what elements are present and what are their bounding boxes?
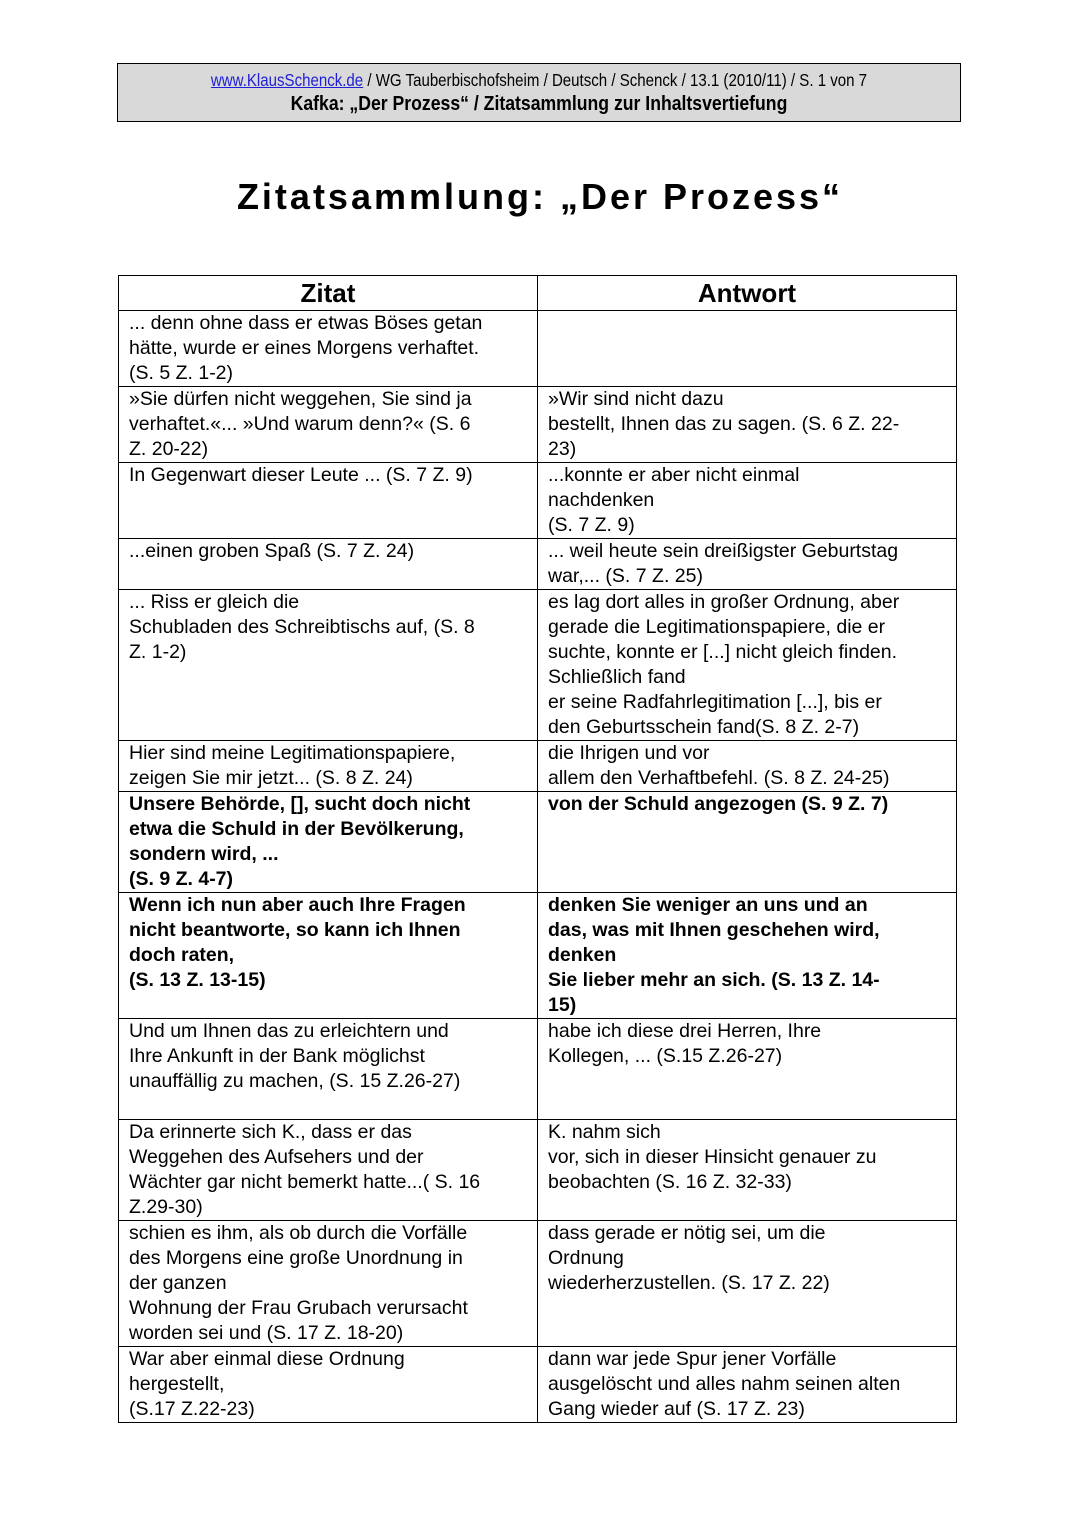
zitat-cell: Hier sind meine Legitimationspapiere, zeigen Sie mir jetzt... (S. 8 Z. 24) <box>119 741 538 792</box>
antwort-cell: die Ihrigen und vor allem den Verhaftbefehl. (S. 8 Z. 24-25) <box>538 741 957 792</box>
table-row <box>119 387 957 463</box>
table-row <box>119 792 957 893</box>
page-title: Zitatsammlung: „Der Prozess“ <box>236 176 844 217</box>
table-row <box>119 311 957 387</box>
table-header-row <box>119 276 957 311</box>
website-link[interactable]: www.KlausSchenck.de <box>210 70 364 90</box>
antwort-cell: dass gerade er nötig sei, um die Ordnung wiederherzustellen. (S. 17 Z. 22) <box>538 1221 957 1347</box>
antwort-cell: denken Sie weniger an uns und an das, was mit Ihnen geschehen wird, denken Sie lieber mehr an sich. (S. 13 Z. 14- 15) <box>538 893 957 1019</box>
antwort-cell: es lag dort alles in großer Ordnung, aber gerade die Legitimationspapiere, die er suchte, konnte er [...] nicht gleich finden. Schließlich fand er seine Radfahrlegitimation [...], bis er den Geburtsschein fand(S. 8 Z. 2-7) <box>538 590 957 741</box>
zitat-cell: ... Riss er gleich die Schubladen des Schreibtischs auf, (S. 8 Z. 1-2) <box>119 590 538 741</box>
column-header-antwort: Antwort <box>538 276 957 311</box>
table-row <box>119 539 957 590</box>
zitat-cell: In Gegenwart dieser Leute ... (S. 7 Z. 9) <box>119 463 538 539</box>
antwort-cell <box>538 311 957 387</box>
zitat-cell: ...einen groben Spaß (S. 7 Z. 24) <box>119 539 538 590</box>
header-meta-text: / WG Tauberbischofsheim / Deutsch / Schenck / 13.1 (2010/11) / S. 1 von 7 <box>363 70 868 90</box>
antwort-cell: »Wir sind nicht dazu bestellt, Ihnen das zu sagen. (S. 6 Z. 22- 23) <box>538 387 957 463</box>
antwort-cell: ... weil heute sein dreißigster Geburtstag war,... (S. 7 Z. 25) <box>538 539 957 590</box>
table-row <box>119 893 957 1019</box>
antwort-cell: von der Schuld angezogen (S. 9 Z. 7) <box>538 792 957 893</box>
zitat-cell: schien es ihm, als ob durch die Vorfälle des Morgens eine große Unordnung in der ganzen Wohnung der Frau Grubach verursacht worden sei und (S. 17 Z. 18-20) <box>119 1221 538 1347</box>
antwort-cell: dann war jede Spur jener Vorfälle ausgelöscht und alles nahm seinen alten Gang wieder auf (S. 17 Z. 23) <box>538 1347 957 1423</box>
antwort-cell: K. nahm sich vor, sich in dieser Hinsicht genauer zu beobachten (S. 16 Z. 32-33) <box>538 1120 957 1221</box>
table-row <box>119 1347 957 1423</box>
table-row <box>119 1019 957 1120</box>
quote-table-body <box>119 311 957 1423</box>
zitat-cell: War aber einmal diese Ordnung hergestellt, (S.17 Z.22-23) <box>119 1347 538 1423</box>
zitat-cell: Unsere Behörde, [], sucht doch nicht etwa die Schuld in der Bevölkerung, sondern wird, ... (S. 9 Z. 4-7) <box>119 792 538 893</box>
table-row <box>119 1221 957 1347</box>
table-row <box>119 463 957 539</box>
zitat-cell: Wenn ich nun aber auch Ihre Fragen nicht beantworte, so kann ich Ihnen doch raten, (S. 13 Z. 13-15) <box>119 893 538 1019</box>
antwort-cell: ...konnte er aber nicht einmal nachdenken (S. 7 Z. 9) <box>538 463 957 539</box>
antwort-cell: habe ich diese drei Herren, Ihre Kollegen, ... (S.15 Z.26-27) <box>538 1019 957 1120</box>
column-header-zitat: Zitat <box>119 276 538 311</box>
page-header <box>117 63 961 122</box>
zitat-cell: »Sie dürfen nicht weggehen, Sie sind ja verhaftet.«... »Und warum denn?« (S. 6 Z. 20-22) <box>119 387 538 463</box>
table-row <box>119 1120 957 1221</box>
zitat-cell: Da erinnerte sich K., dass er das Weggehen des Aufsehers und der Wächter gar nicht bemerkt hatte...( S. 16 Z.29-30) <box>119 1120 538 1221</box>
zitat-cell: Und um Ihnen das zu erleichtern und Ihre Ankunft in der Bank möglichst unauffällig zu machen, (S. 15 Z.26-27) <box>119 1019 538 1120</box>
table-row <box>119 741 957 792</box>
zitat-cell: ... denn ohne dass er etwas Böses getan hätte, wurde er eines Morgens verhaftet. (S. 5 Z. 1-2) <box>119 311 538 387</box>
header-meta-line <box>177 69 901 91</box>
quote-table <box>118 275 957 1423</box>
table-row <box>119 590 957 741</box>
header-subtitle: Kafka: „Der Prozess“ / Zitatsammlung zur Inhaltsvertiefung <box>290 92 788 115</box>
